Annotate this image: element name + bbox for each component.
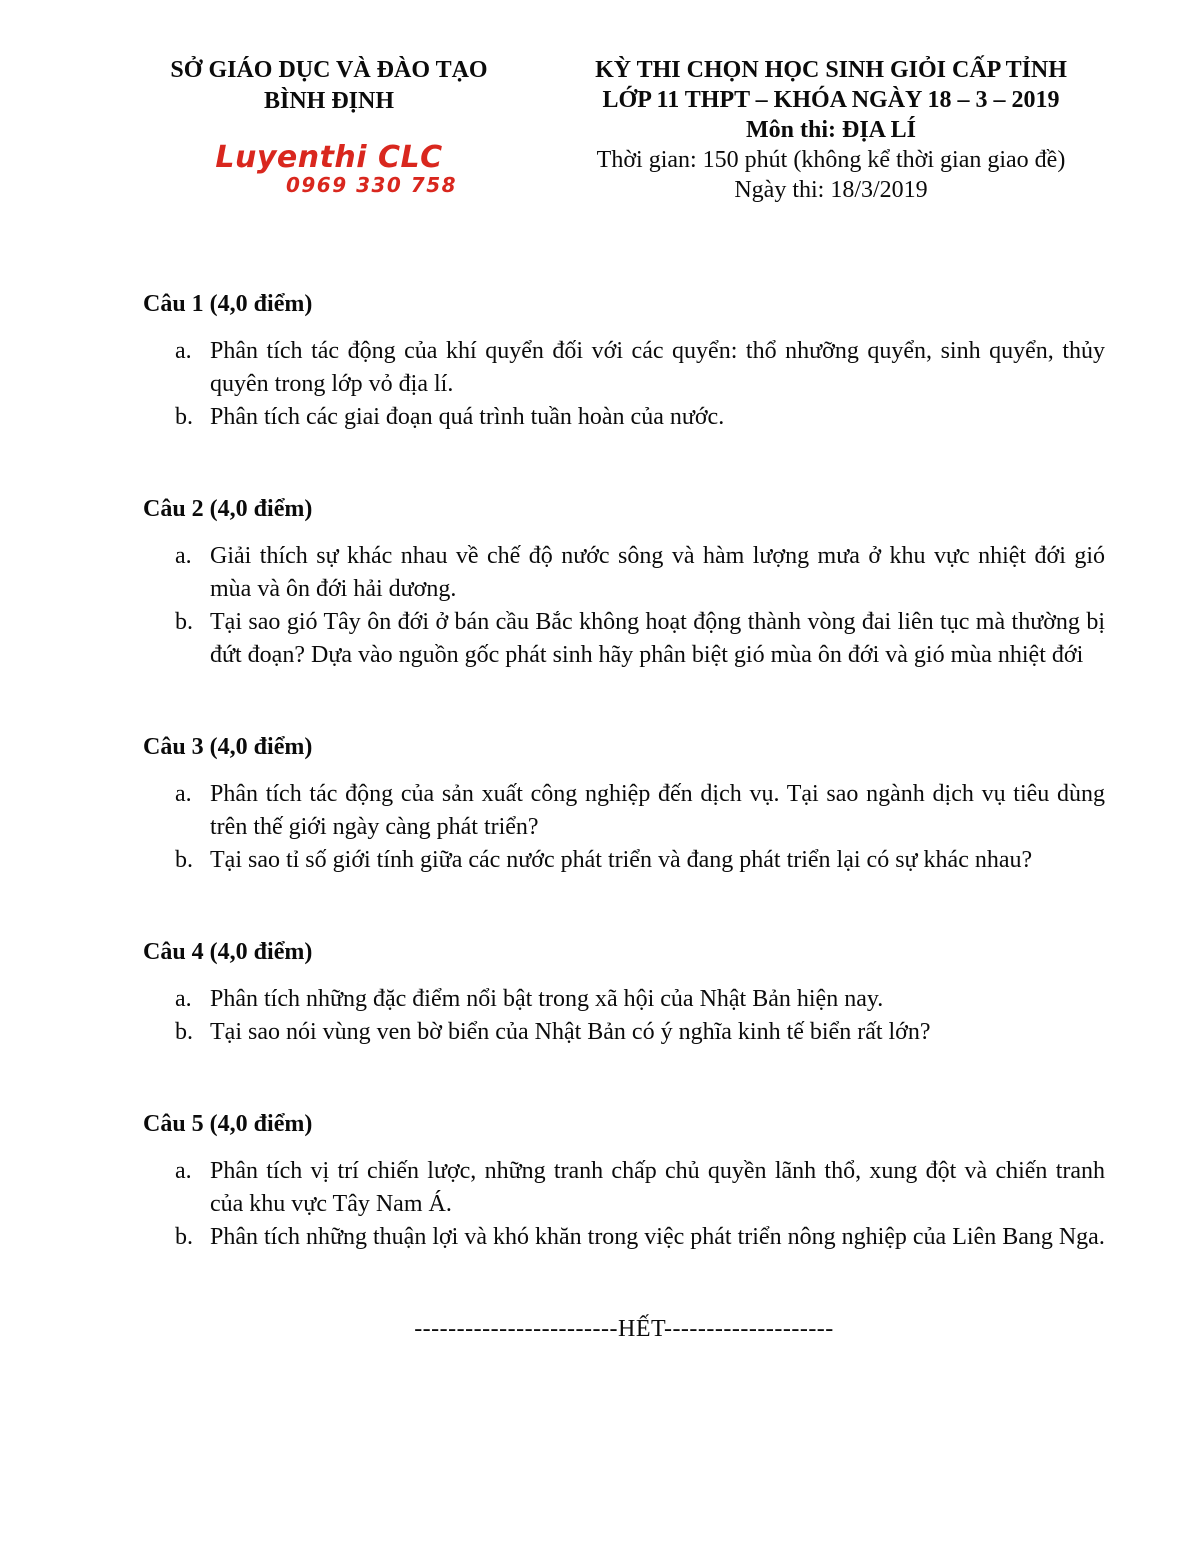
luyenthi-clc-logo <box>143 142 515 197</box>
logo-phone-number: 0969 330 758 <box>285 173 458 197</box>
issuing-authority-line2: BÌNH ĐỊNH <box>263 88 395 114</box>
question-4 <box>143 936 1105 1049</box>
exam-title-block <box>557 55 1105 205</box>
question-3 <box>143 731 1105 877</box>
question-5-item-a <box>143 1155 1105 1221</box>
question-5-item-b <box>143 1221 1105 1254</box>
item-label: b. <box>175 847 193 873</box>
item-label: a. <box>175 543 192 569</box>
item-label: b. <box>175 609 193 635</box>
question-3-item-a <box>143 778 1105 844</box>
item-label: b. <box>175 1224 193 1250</box>
question-5 <box>143 1108 1105 1254</box>
exam-duration-line: Thời gian: 150 phút (không kể thời gian giao đề) <box>596 147 1066 173</box>
item-text: Tại sao tỉ số giới tính giữa các nước phát triển và đang phát triển lại có sự khác nhau? <box>210 847 1033 873</box>
item-label: b. <box>175 1019 193 1045</box>
question-list <box>143 288 1105 1254</box>
item-text: Tại sao gió Tây ôn đới ở bán cầu Bắc không hoạt động thành vòng đai liên tục mà thường bị đứt đoạn? Dựa vào nguồn gốc phát sinh hãy phân biệt gió mùa ôn đới và gió mùa nhiệt đới <box>210 609 1105 668</box>
question-4-item-b <box>143 1016 1105 1049</box>
item-text: Phân tích các giai đoạn quá trình tuần hoàn của nước. <box>210 404 725 430</box>
item-label: a. <box>175 338 192 364</box>
item-text: Giải thích sự khác nhau về chế độ nước sông và hàm lượng mưa ở khu vực nhiệt đới gió mùa và ôn đới hải dương. <box>210 543 1105 602</box>
exam-subject-line: Môn thi: ĐỊA LÍ <box>745 117 917 143</box>
exam-title-line1: KỲ THI CHỌN HỌC SINH GIỎI CẤP TỈNH <box>595 57 1067 83</box>
question-4-title: Câu 4 (4,0 điểm) <box>143 939 313 965</box>
item-label: a. <box>175 986 192 1012</box>
item-text: Tại sao nói vùng ven bờ biển của Nhật Bản có ý nghĩa kinh tế biển rất lớn? <box>210 1019 931 1045</box>
question-3-item-b <box>143 844 1105 877</box>
question-3-title: Câu 3 (4,0 điểm) <box>143 734 313 760</box>
item-label: a. <box>175 781 192 807</box>
end-marker: ------------------------HẾT-------------------- <box>414 1316 834 1342</box>
document-header <box>143 55 1105 205</box>
question-1-item-a <box>143 335 1105 401</box>
question-2 <box>143 493 1105 672</box>
question-1-item-b <box>143 401 1105 434</box>
item-text: Phân tích những đặc điểm nổi bật trong xã hội của Nhật Bản hiện nay. <box>210 986 884 1012</box>
question-2-title: Câu 2 (4,0 điểm) <box>143 496 313 522</box>
logo-text: Luyenthi CLC <box>215 140 443 175</box>
question-1-title: Câu 1 (4,0 điểm) <box>143 291 313 317</box>
item-text: Phân tích vị trí chiến lược, những tranh chấp chủ quyền lãnh thổ, xung đột và chiến tranh của khu vực Tây Nam Á. <box>210 1158 1105 1217</box>
issuing-authority-line1: SỞ GIÁO DỤC VÀ ĐÀO TẠO <box>170 57 488 83</box>
exam-date-line: Ngày thi: 18/3/2019 <box>734 177 928 203</box>
exam-title-line2: LỚP 11 THPT – KHÓA NGÀY 18 – 3 – 2019 <box>602 87 1060 113</box>
item-label: a. <box>175 1158 192 1184</box>
question-5-title: Câu 5 (4,0 điểm) <box>143 1111 313 1137</box>
item-text: Phân tích những thuận lợi và khó khăn trong việc phát triển nông nghiệp của Liên Bang Nga. <box>210 1224 1105 1250</box>
question-4-item-a <box>143 983 1105 1016</box>
item-label: b. <box>175 404 193 430</box>
issuing-authority-block <box>143 55 515 197</box>
question-2-item-b <box>143 606 1105 672</box>
item-text: Phân tích tác động của sản xuất công nghiệp đến dịch vụ. Tại sao ngành dịch vụ tiêu dùng trên thế giới ngày càng phát triển? <box>210 781 1105 840</box>
question-2-item-a <box>143 540 1105 606</box>
item-text: Phân tích tác động của khí quyển đối với các quyển: thổ nhưỡng quyển, sinh quyển, thủy quyên trong lớp vỏ địa lí. <box>210 338 1105 397</box>
question-1 <box>143 288 1105 434</box>
